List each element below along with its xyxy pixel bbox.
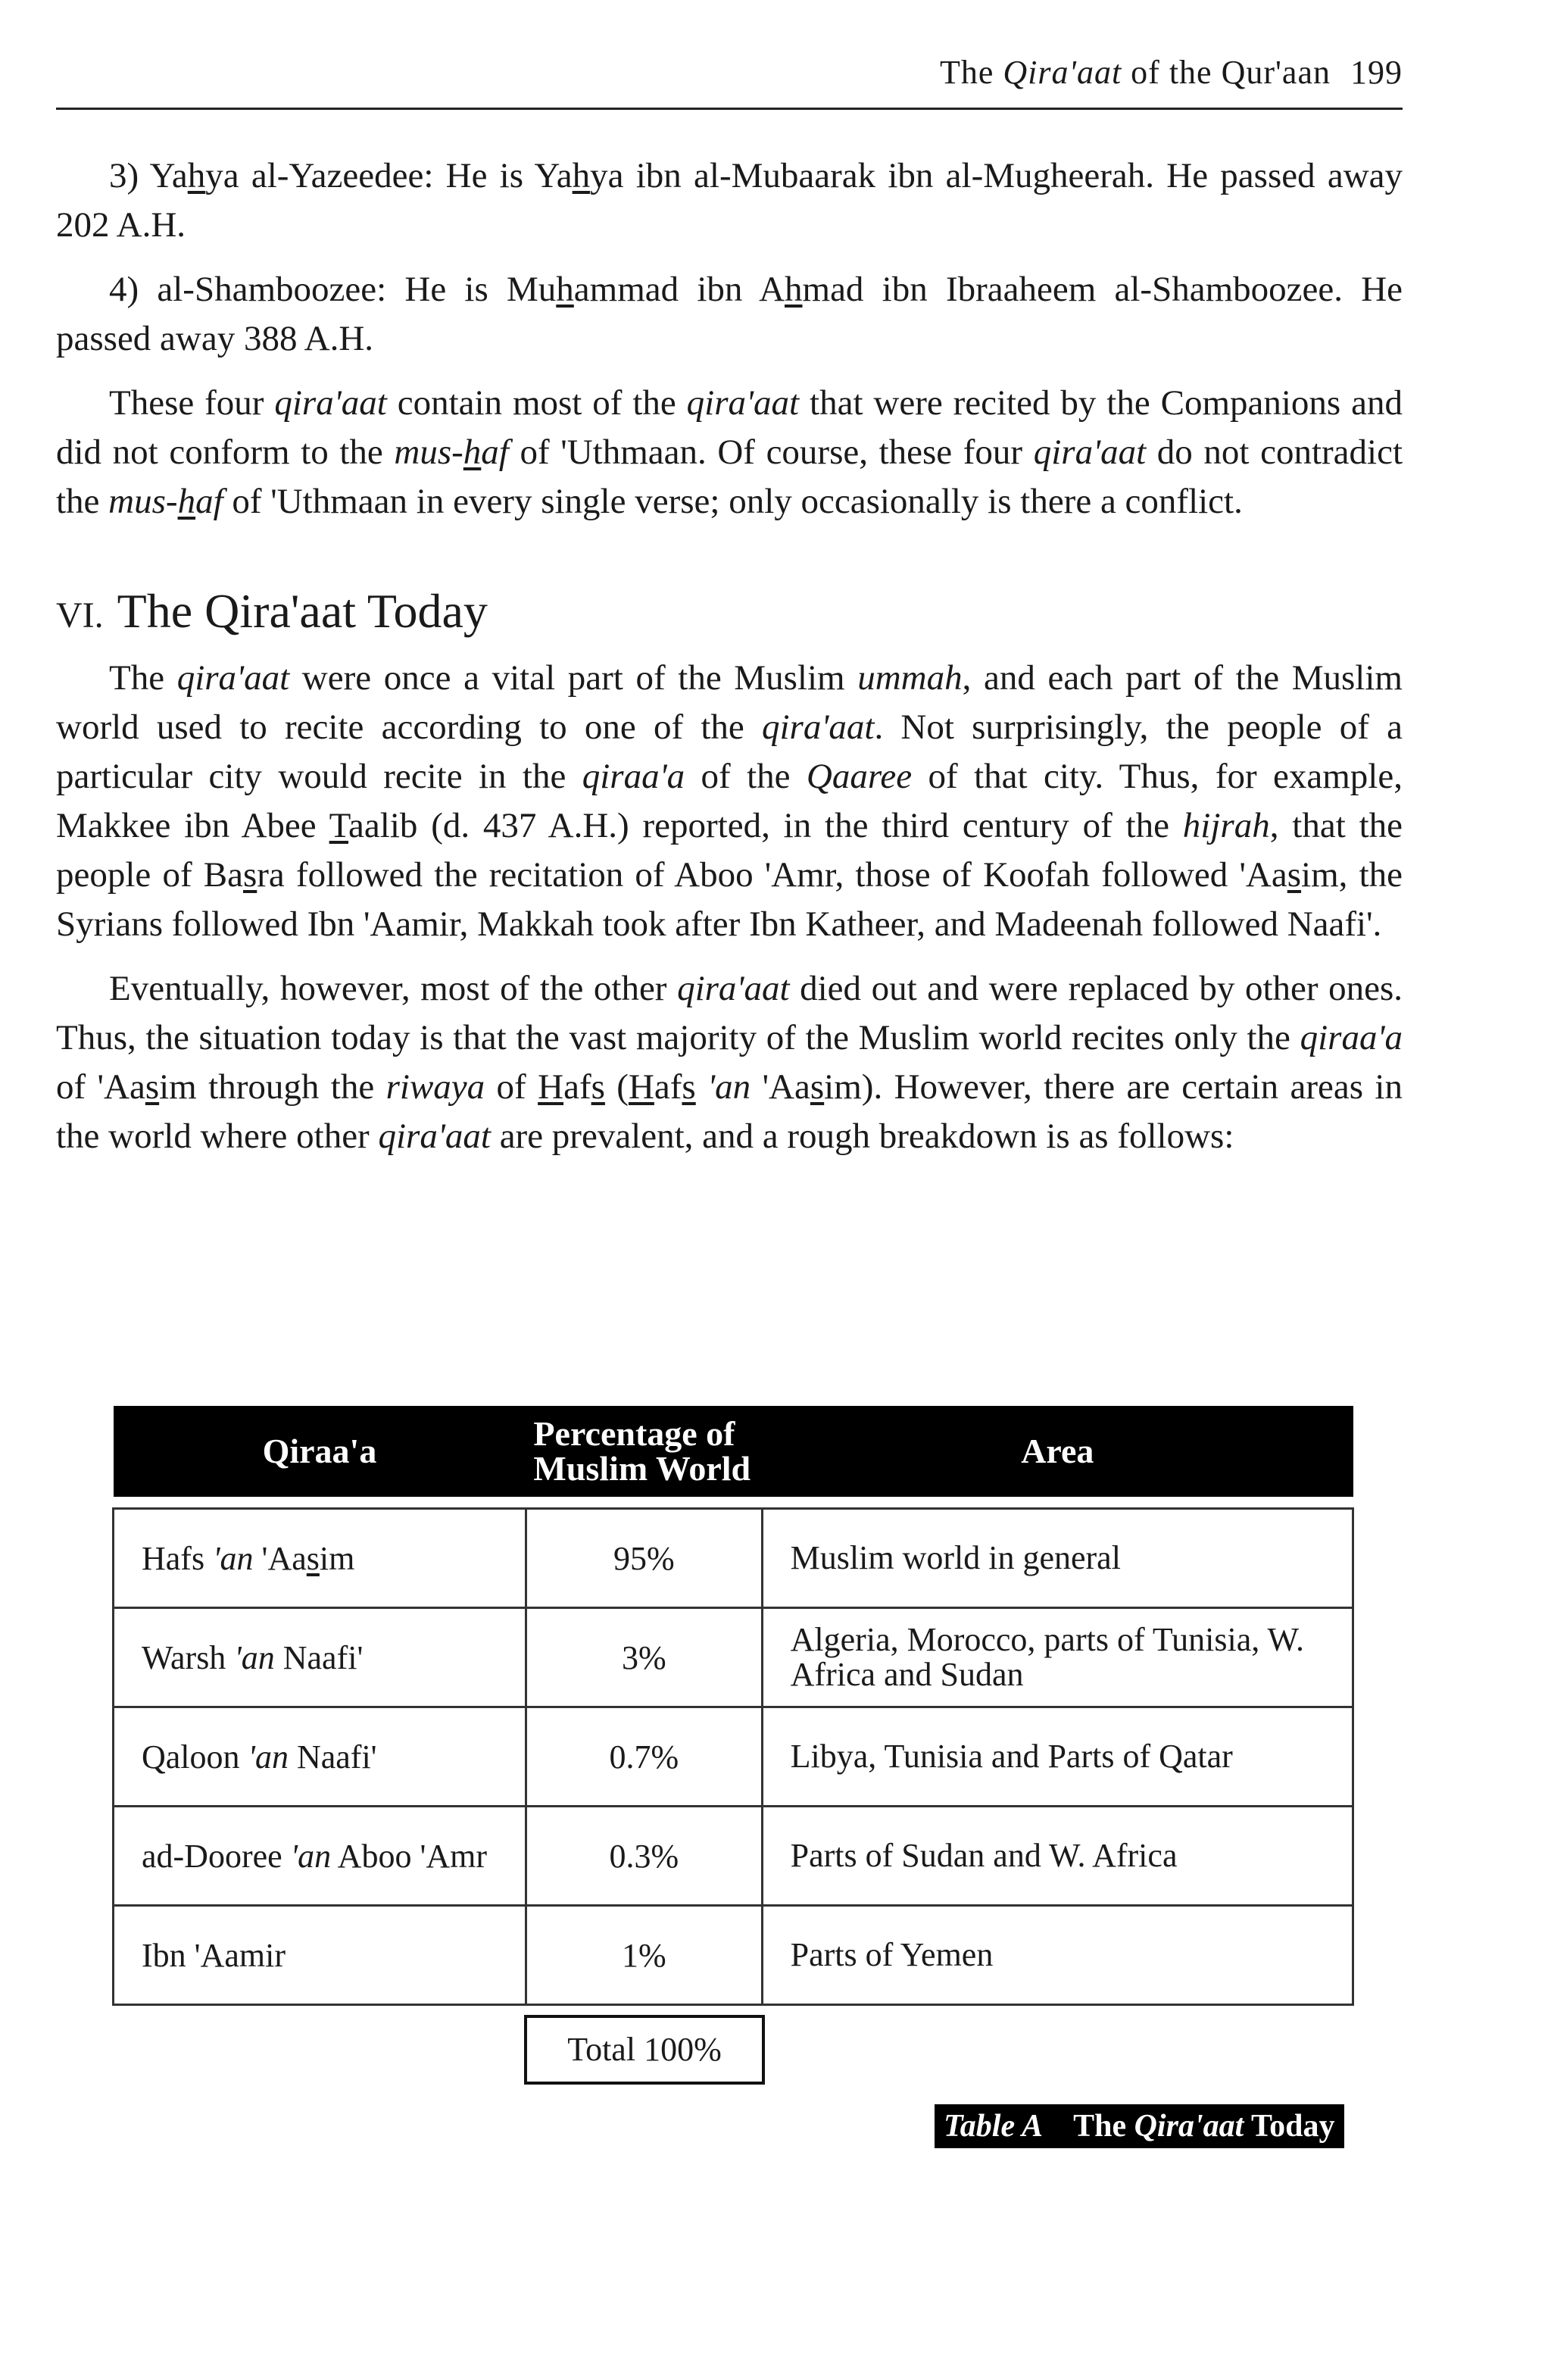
qiraaa-cell: Qaloon 'an Naafi' [114,1707,526,1807]
table-row [114,1707,1353,1807]
area-cell: Algeria, Morocco, parts of Tunisia, W. Africa and Sudan [762,1608,1353,1707]
paragraph-yahya: 3) Yahya al-Yazeedee: He is Yahya ibn al-Mubaarak ibn al-Mugheerah. He passed away 202 A.H. [56,156,1403,245]
total-box: Total 100% [524,2015,765,2085]
header-title: The Qira'aat of the Qur'aan [940,54,1331,91]
table-caption: Table A The Qira'aat Today [935,2104,1344,2148]
qiraaat-table [112,1406,1354,2006]
qiraaa-cell: Hafs 'an 'Aasim [114,1509,526,1608]
table-row [114,1807,1353,1906]
section-heading [56,581,1403,646]
section-title: The Qira'aat Today [117,584,488,638]
paragraph-shamboozee: 4) al-Shamboozee: He is Muhammad ibn Ahmad ibn Ibraaheem al-Shamboozee. He passed away 388 A.H. [56,270,1403,358]
main-text [56,151,1403,1176]
table-header-row [114,1406,1353,1497]
running-header [56,53,1403,92]
paragraph-eventually: Eventually, however, most of the other qira'aat died out and were replaced by other ones. Thus, the situation today is that the vast majority of the Muslim world recites only the qiraa'a of 'Aasim through the riwaya of Hafs (Hafs 'an 'Aasim). However, there are certain areas in the world where other qira'aat are prevalent, and a rough breakdown is as follows: [56,969,1403,1156]
table-row [114,1906,1353,2005]
percent-cell: 1% [526,1906,762,2005]
area-cell: Libya, Tunisia and Parts of Qatar [762,1707,1353,1807]
table-row [114,1608,1353,1707]
section-number: VI. [56,595,104,636]
paragraph-four-qiraaat: These four qira'aat contain most of the qira'aat that were recited by the Companions and did not conform to the mus-haf of 'Uthmaan. Of course, these four qira'aat do not contradict the mus-haf of 'Uthmaan in every single verse; only occasionally is there a conflict. [56,383,1403,521]
page-number: 199 [1350,54,1403,91]
percent-cell: 3% [526,1608,762,1707]
qiraaa-cell: ad-Dooree 'an Aboo 'Amr [114,1807,526,1906]
caption-tag: Table A [944,2109,1044,2144]
qiraaa-cell: Ibn 'Aamir [114,1906,526,2005]
percent-cell: 95% [526,1509,762,1608]
percent-cell: 0.7% [526,1707,762,1807]
qiraaa-cell: Warsh 'an Naafi' [114,1608,526,1707]
header-rule [56,108,1403,110]
header-qiraaa: Qiraa'a [114,1406,526,1497]
percent-cell: 0.3% [526,1807,762,1906]
area-cell: Muslim world in general [762,1509,1353,1608]
paragraph-qiraaat-today: The qira'aat were once a vital part of the Muslim ummah, and each part of the Muslim world used to recite according to one of the qira'aat. Not surprisingly, the people of a particular city would recite in the qiraa'a of the Qaaree of that city. Thus, for example, Makkee ibn Abee Taalib (d. 437 A.H.) reported, in the third century of the hijrah, that the people of Basra followed the recitation of Aboo 'Amr, those of Koofah followed 'Aasim, the Syrians followed Ibn 'Aamir, Makkah took after Ibn Katheer, and Madeenah followed Naafi'. [56,658,1403,944]
header-area: Area [762,1406,1353,1497]
qiraaat-table-wrapper [112,1406,1354,2006]
table-row [114,1509,1353,1608]
area-cell: Parts of Yemen [762,1906,1353,2005]
area-cell: Parts of Sudan and W. Africa [762,1807,1353,1906]
header-percentage: Percentage of Muslim World [526,1406,762,1497]
